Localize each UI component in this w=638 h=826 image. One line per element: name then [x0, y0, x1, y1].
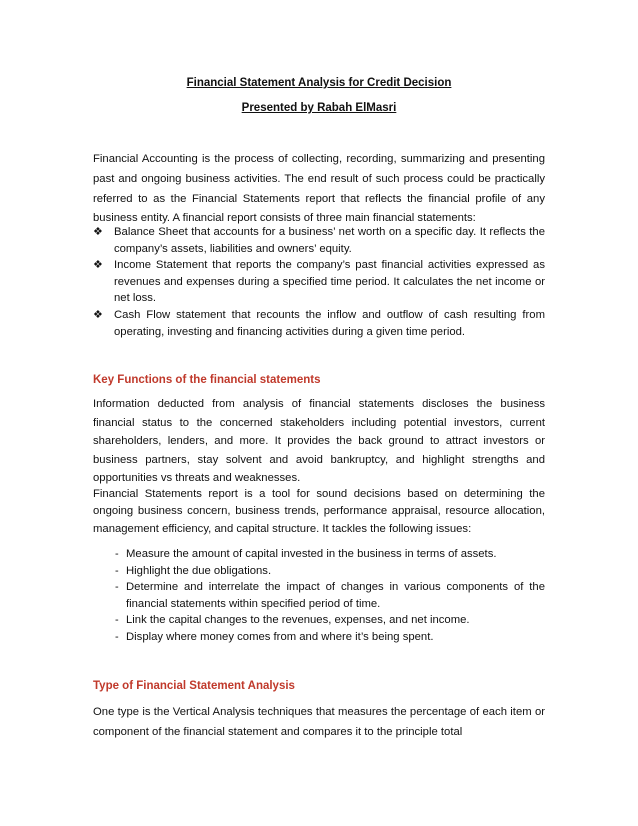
dash-marker: - [115, 548, 119, 560]
list-item [93, 307, 545, 340]
dash-marker: - [115, 581, 119, 594]
list-item-text: Link the capital changes to the revenues, expenses, and net income. [126, 614, 470, 627]
section-heading-key-functions: Key Functions of the financial statements [93, 374, 321, 386]
vertical-analysis-paragraph: One type is the Vertical Analysis techniques that measures the percentage of each item or component of the financial statement and compares it to the principle total [93, 706, 545, 738]
list-item-text: Measure the amount of capital invested in the business in terms of assets. [126, 548, 497, 560]
dash-marker: - [115, 614, 119, 627]
list-item [93, 579, 545, 612]
issues-list [93, 546, 545, 646]
list-item [93, 257, 545, 307]
list-item-text: Determine and interrelate the impact of changes in various components of the financial statements within specified period of time. [126, 581, 545, 610]
list-item [93, 629, 545, 646]
list-item-text: Highlight the due obligations. [126, 564, 272, 577]
diamond-bullet-icon: ❖ [93, 308, 103, 321]
list-item-text: Balance Sheet that accounts for a business’ net worth on a specific day. It reflects the company’s assets, liabilities and owners’ equity. [114, 226, 545, 255]
list-item [93, 546, 545, 563]
list-item-text: Display where money comes from and where it’s being spent. [126, 630, 434, 643]
dash-marker: - [115, 564, 119, 577]
list-item [93, 224, 545, 257]
list-item-text: Income Statement that reports the company’s past financial activities expressed as revenues and expenses during a specified time period. It calculates the net income or net loss. [114, 259, 545, 305]
key-functions-paragraph: Information deducted from analysis of financial statements discloses the business financial status to the concerned stakeholders including potential investors, current shareholders, lenders, and more. It provides the back ground to attract investors or business partners, stay solvent and avoid bankruptcy, and highlight strengths and opportunities vs threats and weaknesses. [93, 398, 545, 485]
list-item [93, 612, 545, 629]
document-title: Financial Statement Analysis for Credit Decision [186, 77, 452, 89]
intro-paragraph: Financial Accounting is the process of collecting, recording, summarizing and presenting past and ongoing business activities. The end result of such process could be practically referred to as the Financial Statements report that reflects the financial profile of any business entity. A financial report consists of three main financial statements: [93, 153, 545, 225]
dash-marker: - [115, 630, 119, 643]
document-subtitle: Presented by Rabah ElMasri [241, 102, 397, 114]
list-item-text: Cash Flow statement that recounts the inflow and outflow of cash resulting from operating, investing and financing activities during a given time period. [114, 308, 545, 338]
diamond-bullet-icon: ❖ [93, 226, 103, 238]
statement-list [93, 224, 545, 340]
report-tool-paragraph: Financial Statements report is a tool for sound decisions based on determining the ongoing business concern, business trends, performance appraisal, resource allocation, management efficiency, and capital structure. It tackles the following issues: [93, 488, 545, 535]
list-item [93, 563, 545, 580]
diamond-bullet-icon: ❖ [93, 259, 103, 272]
section-heading-analysis-types: Type of Financial Statement Analysis [93, 680, 295, 692]
